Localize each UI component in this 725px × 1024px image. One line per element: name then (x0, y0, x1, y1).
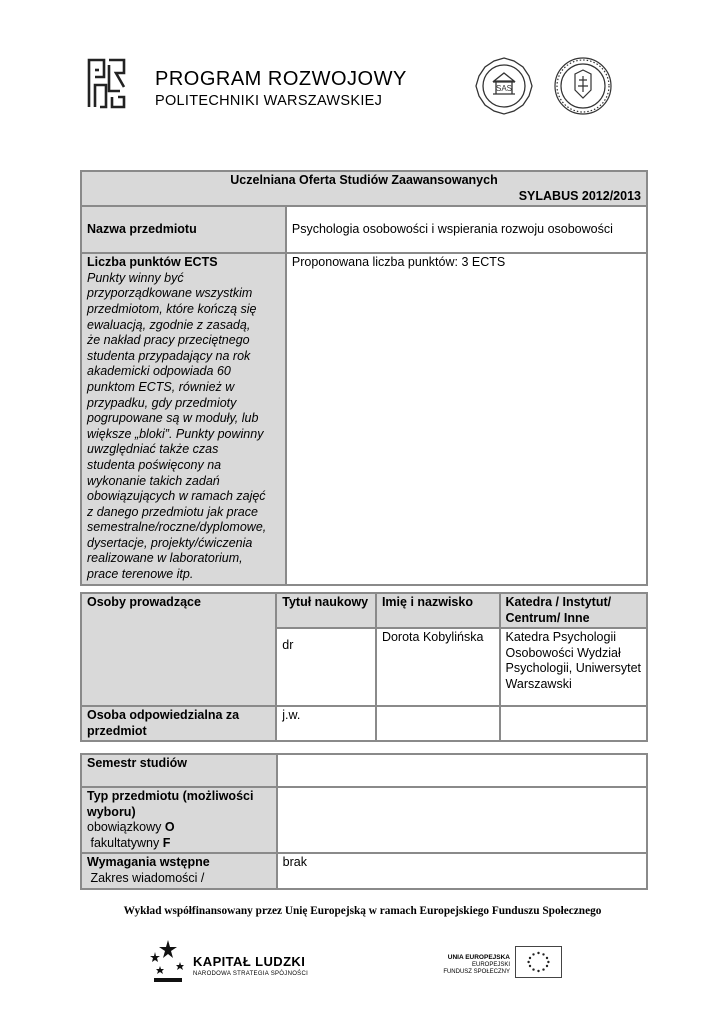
logo-title: PROGRAM ROZWOJOWY (155, 68, 407, 90)
staff-name: Dorota Kobylińska (376, 628, 500, 706)
staff-label: Osoby prowadzące (81, 593, 276, 706)
semester-value (277, 754, 647, 787)
responsible-label: Osoba odpowiedzialna za przedmiot (81, 706, 276, 741)
prereq-label-cell (81, 853, 277, 888)
course-name-label: Nazwa przedmiotu (81, 206, 286, 253)
col-name-header: Imię i nazwisko (376, 593, 500, 628)
kapital-ludzki-title: KAPITAŁ LUDZKI (193, 954, 306, 969)
ects-label-cell (81, 253, 286, 584)
responsible-title: j.w. (276, 706, 376, 741)
syllabus-header (81, 171, 647, 206)
logo-subtitle: POLITECHNIKI WARSZAWSKIEJ (155, 93, 383, 109)
eu-line2: FUNDUSZ SPOŁECZNY (443, 969, 510, 975)
type-elective: fakultatywny F (87, 835, 171, 850)
kapital-ludzki-subtitle: NARODOWA STRATEGIA SPÓJNOŚCI (193, 971, 309, 977)
col-dept-header: Katedra / Instytut/ Centrum/ Inne (500, 593, 647, 628)
prereq-value: brak (277, 853, 647, 888)
details-table (80, 753, 648, 890)
type-value (277, 787, 647, 853)
prereq-sub: Zakres wiadomości / (87, 870, 205, 885)
svg-text:SAS: SAS (495, 84, 513, 93)
col-title-header: Tytuł naukowy (276, 593, 376, 628)
ects-note: Punkty winny być przyporządkowane wszystkim przedmiotom, które kończą się ewaluacją, zgodnie z zasadą, że nakład pracy przeciętnego studenta przypadający na rok akademicki odpowiada 60 punktom ECTS, również w przypadku, gdy przedmioty pogrupowane są w moduły, lub większe „bloki”. Punkty powinny uwzględniać także czas studenta poświęcony na wykonanie takich zadań obowiązujących w ramach zajęć z danego przedmiotu jak prace semestralne/roczne/dyplomowe, dysertacje, projekty/ćwiczenia realizowane w laboratorium, prace terenowe itp. (87, 270, 267, 582)
type-mandatory: obowiązkowy O (87, 820, 175, 835)
type-label-cell (81, 787, 277, 853)
sas-seal-icon (474, 56, 534, 116)
syllabus-year: SYLABUS 2012/2013 (518, 188, 641, 203)
responsible-dept (500, 706, 647, 741)
type-label: Typ przedmiotu (możliwości wyboru) (87, 789, 254, 819)
responsible-name (376, 706, 500, 741)
staff-table (80, 592, 648, 742)
cofinance-note: Wykład współfinansowany przez Unię Europejską w ramach Europejskiego Funduszu Społecznego (123, 905, 602, 917)
syllabus-table (80, 170, 648, 586)
eu-flag-icon (515, 946, 562, 978)
eu-title: UNIA EUROPEJSKA (447, 954, 510, 961)
ects-label: Liczba punktów ECTS (87, 255, 218, 270)
course-name-value: Psychologia osobowości i wspierania rozwoju osobowości (286, 206, 647, 253)
prereq-label: Wymagania wstępne (87, 855, 210, 870)
semester-label: Semestr studiów (81, 754, 277, 787)
ects-value: Proponowana liczba punktów: 3 ECTS (286, 253, 647, 584)
university-seal-icon (553, 56, 613, 116)
syllabus-title: Uczelniana Oferta Studiów Zaawansowanych (230, 173, 498, 187)
pr-logo-icon (86, 57, 152, 109)
staff-dept: Katedra Psychologii Osobowości Wydział Psychologii, Uniwersytet Warszawski (500, 628, 647, 706)
eu-line1: EUROPEJSKI (471, 962, 510, 968)
kapital-ludzki-icon (150, 938, 186, 984)
staff-title: dr (276, 628, 376, 706)
